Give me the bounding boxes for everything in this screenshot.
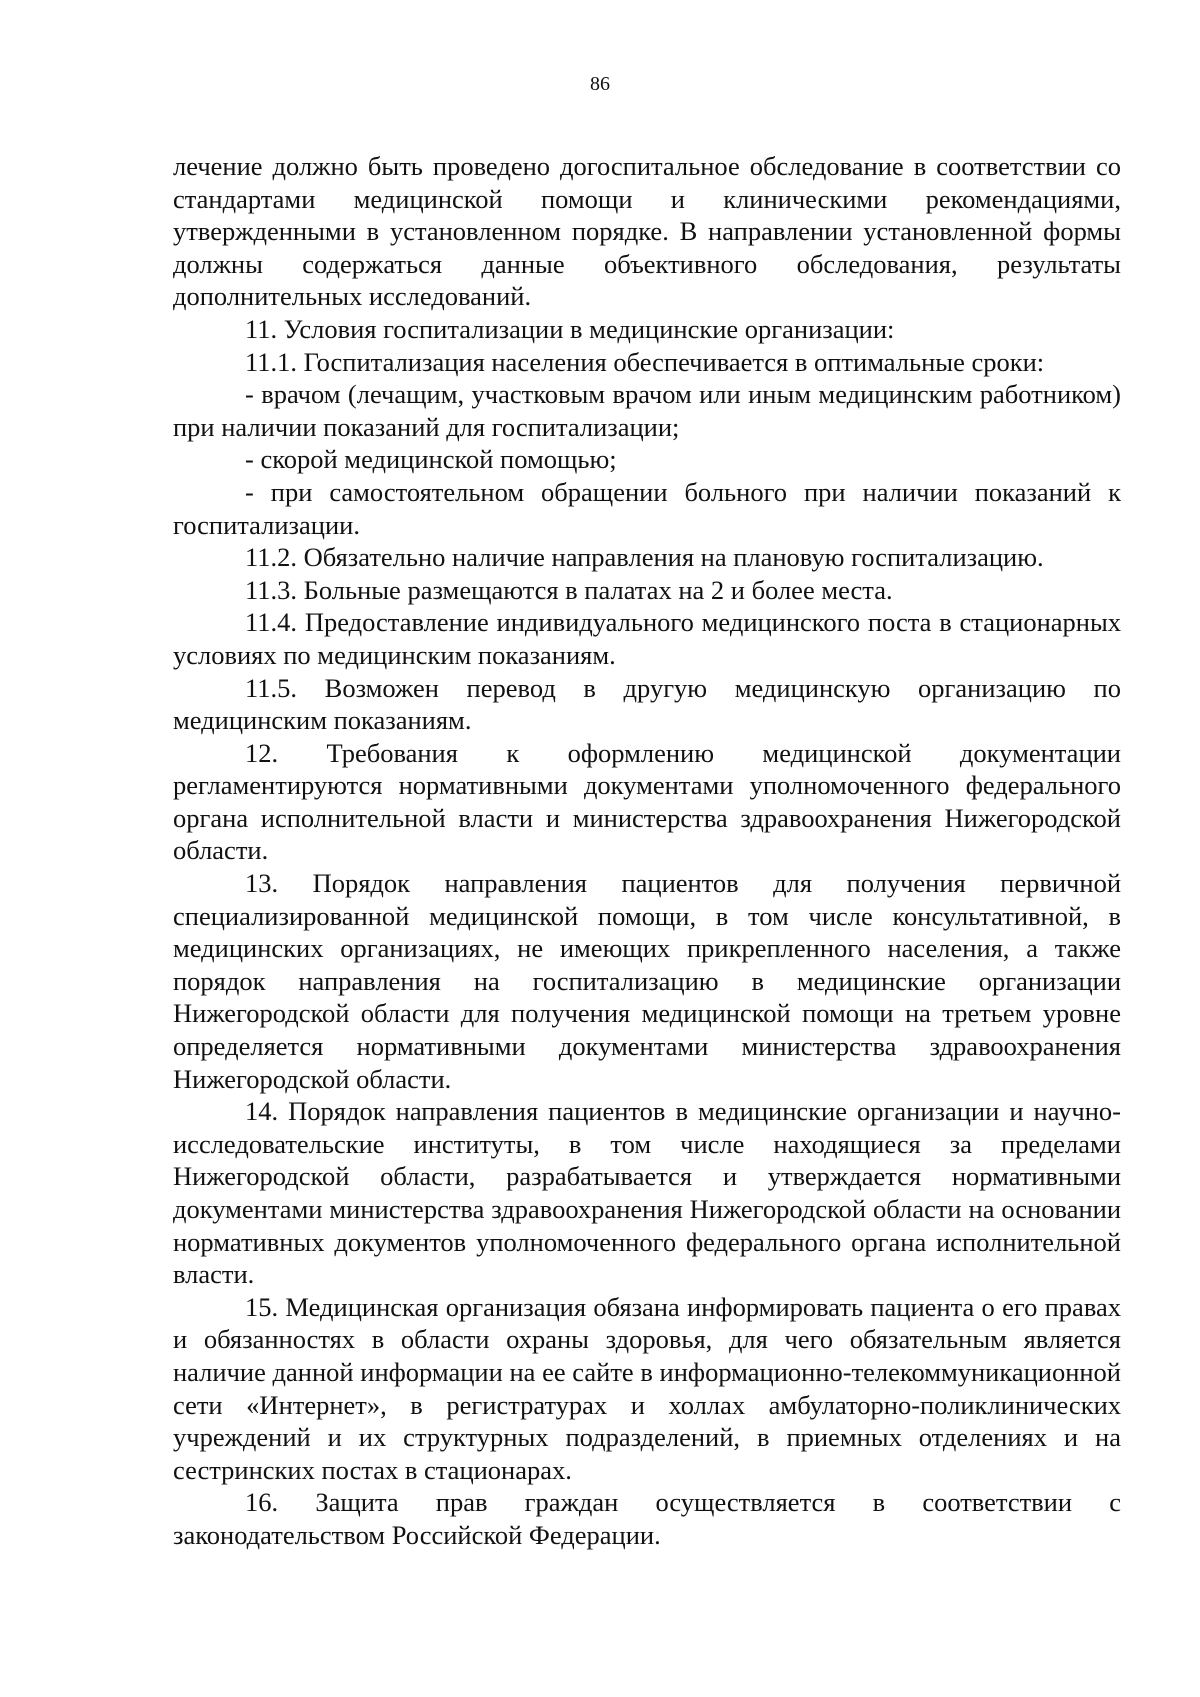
paragraph: 16. Защита прав граждан осуществляется в соответствии с законодательством Российской Федерации. <box>173 1487 1121 1550</box>
paragraph: 15. Медицинская организация обязана информировать пациента о его правах и обязанностях в области охраны здоровья, для чего обязательным является наличие данной информации на ее сайте в информационно-телекоммуникационной сети «Интернет», в регистратурах и холлах амбулаторно-поликлинических учреждений и их структурных подразделений, в приемных отделениях и на сестринских постах в стационарах. <box>173 1291 1121 1485</box>
body-text <box>173 150 1121 1552</box>
paragraph: лечение должно быть проведено догоспитальное обследование в соответствии со стандартами медицинской помощи и клиническими рекомендациями, утвержденными в установленном порядке. В направлении установленной формы должны содержаться данные объективного обследования, результаты дополнительных исследований. <box>173 151 1121 312</box>
paragraph: 12. Требования к оформлению медицинской документации регламентируются нормативными документами уполномоченного федерального органа исполнительной власти и министерства здравоохранения Нижегородской области. <box>173 737 1121 866</box>
paragraph: 11.1. Госпитализация населения обеспечивается в оптимальные сроки: <box>245 346 1045 377</box>
paragraph: 13. Порядок направления пациентов для получения первичной специализированной медицинской помощи, в том числе консультативной, в медицинских организациях, не имеющих прикрепленного населения, а также порядок направления на госпитализацию в медицинские организации Нижегородской области для получения медицинской помощи на третьем уровне определяется нормативными документами министерства здравоохранения Нижегородской области. <box>173 868 1121 1094</box>
page-number: 86 <box>590 73 610 95</box>
paragraph: 11.4. Предоставление индивидуального медицинского поста в стационарных условиях по медицинским показаниям. <box>173 607 1121 670</box>
paragraph: 11.2. Обязательно наличие направления на плановую госпитализацию. <box>245 542 1044 573</box>
paragraph: - врачом (лечащим, участковым врачом или иным медицинским работником) при наличии показаний для госпитализации; <box>173 379 1121 442</box>
paragraph: 11.3. Больные размещаются в палатах на 2 и более места. <box>245 574 893 605</box>
paragraph: 14. Порядок направления пациентов в медицинские организации и научно-исследовательские институты, в том числе находящиеся за пределами Нижегородской области, разрабатывается и утверждается нормативными документами министерства здравоохранения Нижегородской области на основании нормативных документов уполномоченного федерального органа исполнительной власти. <box>173 1096 1121 1290</box>
paragraph: 11.5. Возможен перевод в другую медицинскую организацию по медицинским показаниям. <box>173 672 1121 736</box>
paragraph: - скорой медицинской помощью; <box>245 444 617 475</box>
paragraph: - при самостоятельном обращении больного при наличии показаний к госпитализации. <box>173 476 1121 540</box>
paragraph: 11. Условия госпитализации в медицинские организации: <box>245 313 895 344</box>
